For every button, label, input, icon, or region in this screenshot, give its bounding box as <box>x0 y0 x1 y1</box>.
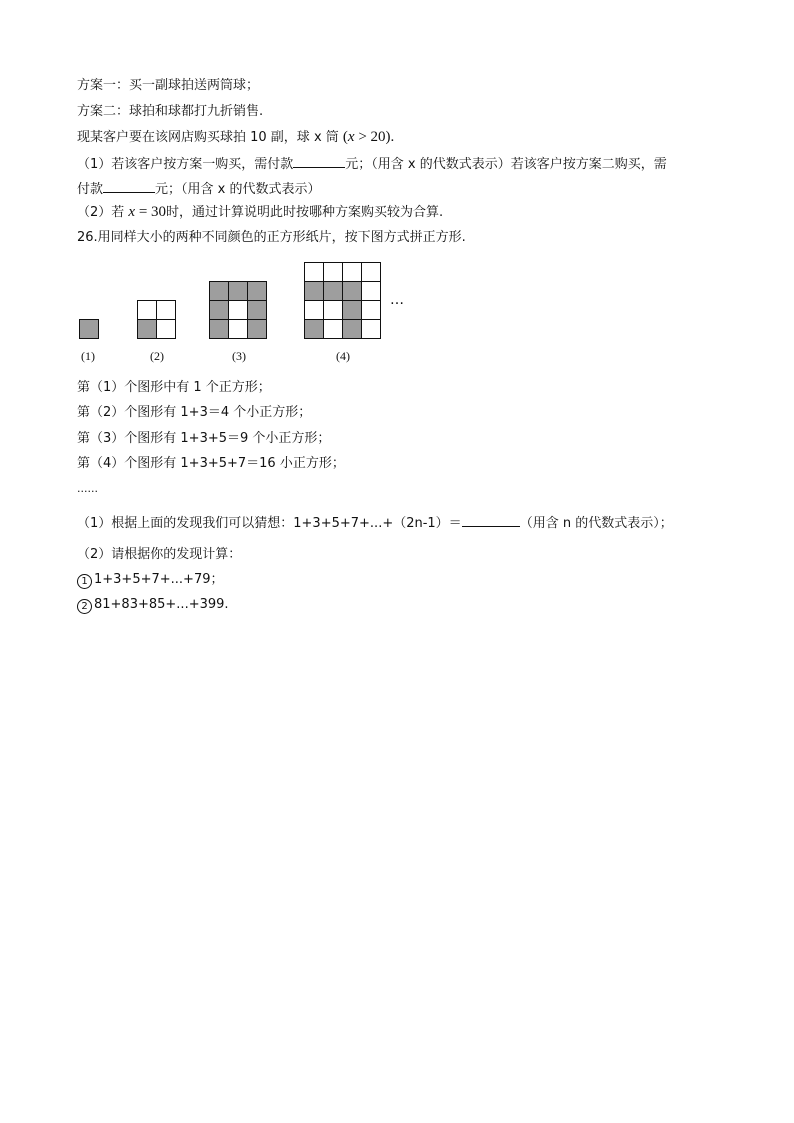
gray-square <box>248 320 267 339</box>
gray-square <box>343 282 362 301</box>
white-square <box>362 320 381 339</box>
plan-one: 方案一：买一副球拍送两筒球； <box>77 78 260 93</box>
white-square <box>305 301 324 320</box>
gray-square <box>210 282 229 301</box>
gray-square <box>248 301 267 320</box>
cond-open: ( <box>342 129 348 145</box>
sub-question-1 <box>77 514 673 532</box>
q2-a: （2）若 <box>77 205 129 220</box>
calc-1-text: 1+3+5+7+...+79； <box>94 572 224 587</box>
figure-ellipsis: … <box>390 292 404 308</box>
gray-square <box>343 320 362 339</box>
figure-2-grid <box>137 300 176 339</box>
observation-1: 第（1）个图形中有 1 个正方形； <box>77 380 271 395</box>
white-square <box>324 263 343 282</box>
white-square <box>138 301 157 320</box>
white-square <box>343 263 362 282</box>
s1-b: （用含 n 的代数式表示）； <box>519 516 673 531</box>
white-square <box>324 301 343 320</box>
cond-num: 20 <box>370 129 386 145</box>
q2-var: x <box>128 204 136 220</box>
q1-a: （1）若该客户按方案一购买，需付款 <box>77 157 294 172</box>
customer-line <box>77 129 394 146</box>
white-square <box>362 301 381 320</box>
white-square <box>157 301 176 320</box>
gray-square <box>248 282 267 301</box>
cond-close: ). <box>385 129 395 145</box>
q1-c: 付款 <box>77 182 104 197</box>
figure-3-grid <box>209 281 267 339</box>
plan-two: 方案二：球拍和球都打九折销售. <box>77 104 264 119</box>
q1-b: 元；（用含 x 的代数式表示）若该客户按方案二购买，需 <box>345 157 667 172</box>
cond-var: x <box>347 129 355 145</box>
answer-blank-3[interactable] <box>462 514 520 527</box>
gray-square <box>210 301 229 320</box>
calc-2 <box>77 597 229 614</box>
figure-label-3: (3) <box>232 349 246 363</box>
q2-eq: = 30 <box>135 204 167 220</box>
gray-square <box>343 301 362 320</box>
observation-3: 第（3）个图形有 1+3+5＝9 个小正方形； <box>77 431 331 446</box>
figure-1-grid <box>79 319 99 339</box>
q1-line2 <box>77 180 320 198</box>
white-square <box>229 320 248 339</box>
answer-blank-2[interactable] <box>103 180 155 193</box>
gray-square <box>229 282 248 301</box>
cond-op: > <box>354 129 371 145</box>
gray-square <box>324 282 343 301</box>
observation-ellipsis: ...... <box>77 482 98 495</box>
gray-square <box>138 320 157 339</box>
circled-number-1: 1 <box>77 574 92 589</box>
gray-square <box>305 320 324 339</box>
white-square <box>362 263 381 282</box>
gray-square <box>80 320 99 339</box>
white-square <box>305 263 324 282</box>
q1-line1 <box>77 155 667 173</box>
gray-square <box>210 320 229 339</box>
q2-line <box>77 204 443 221</box>
gray-square <box>305 282 324 301</box>
figure-label-4: (4) <box>336 349 350 363</box>
s1-a: （1）根据上面的发现我们可以猜想：1+3+5+7+...+（2n-1）＝ <box>77 516 462 531</box>
calc-2-text: 81+83+85+...+399. <box>94 597 229 612</box>
q2-b: 时，通过计算说明此时按哪种方案购买较为合算. <box>166 205 444 220</box>
observation-2: 第（2）个图形有 1+3＝4 个小正方形； <box>77 405 312 420</box>
figure-label-2: (2) <box>150 349 164 363</box>
white-square <box>157 320 176 339</box>
white-square <box>229 301 248 320</box>
answer-blank-1[interactable] <box>293 155 345 168</box>
figure-4-grid <box>304 262 381 339</box>
sub-question-2: （2）请根据你的发现计算： <box>77 547 242 562</box>
customer-text: 现某客户要在该网店购买球拍 10 副，球 x 筒 <box>77 130 339 145</box>
figure-label-1: (1) <box>81 349 95 363</box>
observation-4: 第（4）个图形有 1+3+5+7＝16 小正方形； <box>77 456 345 471</box>
q1-d: 元；（用含 x 的代数式表示） <box>155 182 321 197</box>
problem-26: 26.用同样大小的两种不同颜色的正方形纸片，按下图方式拼正方形. <box>77 230 466 245</box>
calc-1 <box>77 572 224 589</box>
white-square <box>362 282 381 301</box>
circled-number-2: 2 <box>77 599 92 614</box>
white-square <box>324 320 343 339</box>
